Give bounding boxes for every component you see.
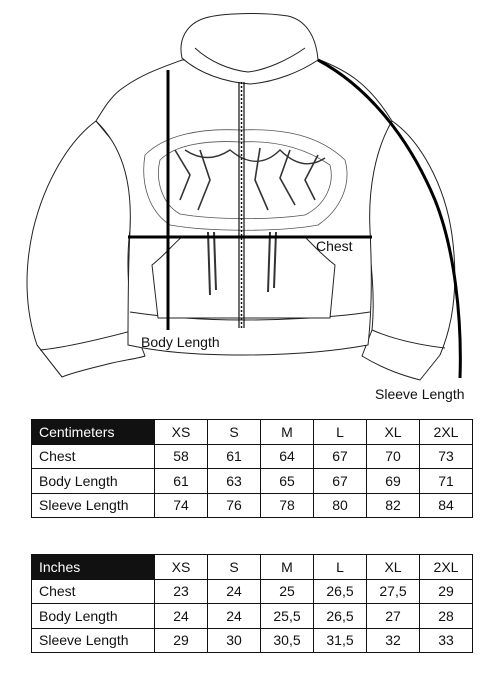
size-header: M <box>261 555 314 580</box>
row-label: Sleeve Length <box>32 628 155 653</box>
table-header-row <box>32 555 473 580</box>
table-cell: 27 <box>367 604 420 629</box>
size-header: XS <box>155 420 208 445</box>
table-row <box>32 444 473 469</box>
table-header-row <box>32 420 473 445</box>
table-row <box>32 493 473 518</box>
row-label: Chest <box>32 579 155 604</box>
size-header: 2XL <box>420 420 473 445</box>
table-cell: 31,5 <box>314 628 367 653</box>
size-header: L <box>314 420 367 445</box>
table-cell: 28 <box>420 604 473 629</box>
row-label: Chest <box>32 444 155 469</box>
table-cell: 65 <box>261 469 314 494</box>
size-header: M <box>261 420 314 445</box>
size-header: XL <box>367 420 420 445</box>
table-cell: 82 <box>367 493 420 518</box>
table-cell: 76 <box>208 493 261 518</box>
table-cell: 78 <box>261 493 314 518</box>
sleeve-length-label: Sleeve Length <box>375 386 465 402</box>
table-cell: 24 <box>208 604 261 629</box>
table-cell: 73 <box>420 444 473 469</box>
table-cell: 58 <box>155 444 208 469</box>
body-length-label: Body Length <box>141 334 220 350</box>
table-cell: 25 <box>261 579 314 604</box>
table-cell: 26,5 <box>314 579 367 604</box>
table-cell: 33 <box>420 628 473 653</box>
table-row <box>32 628 473 653</box>
table-cell: 67 <box>314 469 367 494</box>
unit-header: Inches <box>32 555 155 580</box>
size-header: XS <box>155 555 208 580</box>
table-cell: 67 <box>314 444 367 469</box>
table-cell: 30,5 <box>261 628 314 653</box>
row-label: Body Length <box>32 469 155 494</box>
size-header: XL <box>367 555 420 580</box>
table-cell: 80 <box>314 493 367 518</box>
table-cell: 63 <box>208 469 261 494</box>
table-cell: 70 <box>367 444 420 469</box>
table-cell: 25,5 <box>261 604 314 629</box>
table-cell: 69 <box>367 469 420 494</box>
table-cell: 26,5 <box>314 604 367 629</box>
table-cell: 74 <box>155 493 208 518</box>
table-cell: 30 <box>208 628 261 653</box>
table-row <box>32 579 473 604</box>
table-cell: 61 <box>208 444 261 469</box>
size-header: 2XL <box>420 555 473 580</box>
table-cell: 32 <box>367 628 420 653</box>
size-table-inches <box>31 554 473 653</box>
table-cell: 61 <box>155 469 208 494</box>
size-header: L <box>314 555 367 580</box>
chest-label: Chest <box>316 238 353 254</box>
size-header: S <box>208 420 261 445</box>
table-cell: 27,5 <box>367 579 420 604</box>
size-header: S <box>208 555 261 580</box>
table-cell: 64 <box>261 444 314 469</box>
table-cell: 23 <box>155 579 208 604</box>
table-cell: 29 <box>155 628 208 653</box>
table-row <box>32 604 473 629</box>
size-table-cm <box>31 419 473 518</box>
row-label: Body Length <box>32 604 155 629</box>
table-row <box>32 469 473 494</box>
table-cell: 29 <box>420 579 473 604</box>
table-cell: 71 <box>420 469 473 494</box>
unit-header: Centimeters <box>32 420 155 445</box>
table-cell: 84 <box>420 493 473 518</box>
table-cell: 24 <box>155 604 208 629</box>
row-label: Sleeve Length <box>32 493 155 518</box>
table-cell: 24 <box>208 579 261 604</box>
